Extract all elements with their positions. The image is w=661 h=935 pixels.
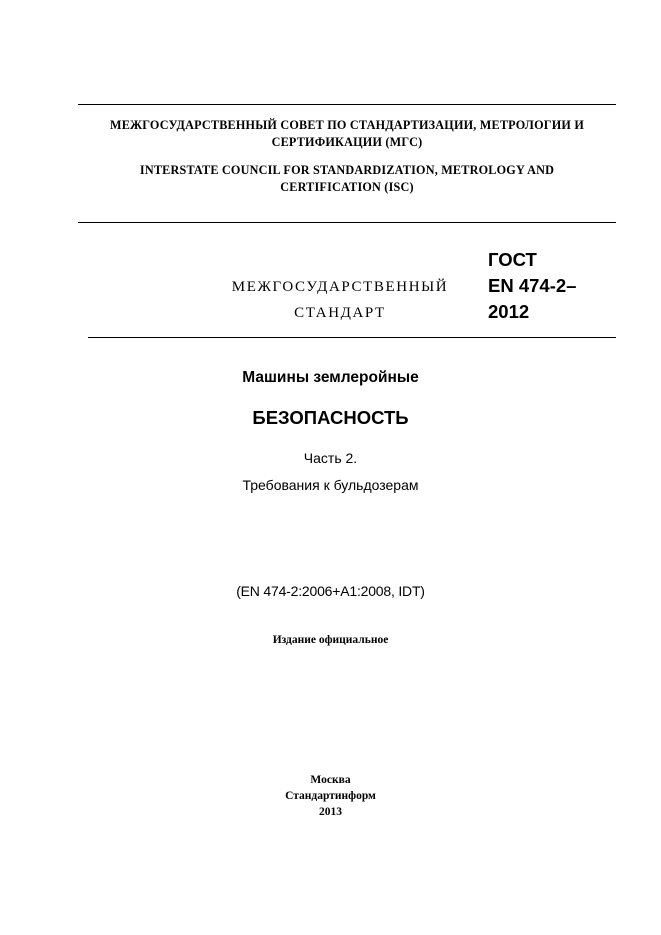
header-bottom-rule — [78, 222, 616, 223]
part-number: Часть 2. — [303, 450, 358, 466]
top-rule — [78, 104, 616, 105]
council-name-en: INTERSTATE COUNCIL FOR STANDARDIZATION, METROLOGY AND CERTIFICATION (ISC) — [139, 163, 555, 194]
designation-rule — [88, 337, 616, 338]
imprint — [0, 772, 661, 820]
part-title: Требования к бульдозерам — [242, 477, 419, 493]
designation-number: EN 474-2– — [488, 275, 577, 296]
standard-type-line1: МЕЖГОСУДАРСТВЕННЫЙ — [231, 279, 449, 295]
subject-title: Машины землеройные — [242, 369, 419, 386]
council-name-ru: МЕЖГОСУДАРСТВЕННЫЙ СОВЕТ ПО СТАНДАРТИЗАЦИИ, МЕТРОЛОГИИ И СЕРТИФИКАЦИИ (МГС) — [109, 118, 585, 149]
standard-type-line2: СТАНДАРТ — [294, 305, 386, 321]
imprint-city: Москва — [310, 774, 351, 786]
official-edition: Издание официальное — [272, 634, 389, 646]
standard-type-label — [210, 277, 470, 323]
main-title: БЕЗОПАСНОСТЬ — [252, 407, 409, 428]
equivalence-reference: (EN 474-2:2006+A1:2008, IDT) — [236, 583, 425, 599]
designation-year: 2012 — [488, 301, 530, 322]
designation-gost: ГОСТ — [488, 249, 537, 270]
imprint-publisher: Стандартинформ — [285, 790, 376, 802]
standard-designation — [488, 247, 576, 325]
imprint-year: 2013 — [319, 806, 342, 818]
